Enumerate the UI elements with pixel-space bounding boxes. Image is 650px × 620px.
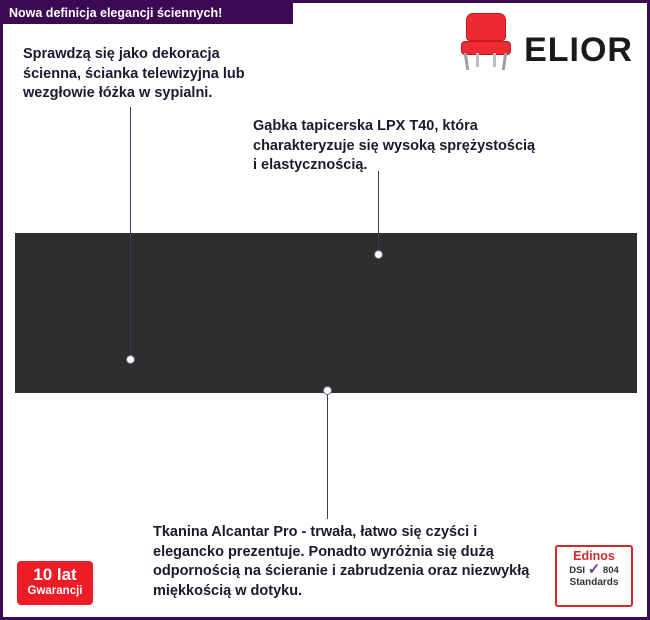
callout-dot-2	[374, 250, 383, 259]
certificate-title: Edinos	[573, 549, 615, 563]
callout-dot-3	[323, 386, 332, 395]
leader-line-1	[130, 107, 131, 359]
warranty-label: Gwarancji	[27, 585, 83, 597]
header-title-bar: Nowa definicja elegancji ściennych!	[3, 3, 293, 24]
callout-text-foam: Gąbka tapicerska LPX T40, która charakteryzuje się wysoką sprężystością i elastycznością.	[253, 118, 536, 174]
leader-line-2	[378, 171, 379, 254]
chair-icon	[456, 13, 516, 71]
certificate-code: DSI	[569, 565, 586, 576]
brand-name: ELIOR	[524, 31, 633, 69]
certificate-standards: Standards	[569, 577, 619, 588]
callout-dot-1	[126, 355, 135, 364]
check-mark-icon: ✓	[587, 561, 601, 578]
certificate-badge	[555, 545, 633, 607]
leader-line-3	[327, 391, 328, 519]
callout-text-fabric: Tkanina Alcantar Pro - trwała, łatwo się czyści i elegancko prezentuje. Ponadto wyróżnia się dużą odpornością na ścieranie i zabrudzenia oraz niezwykłą miękkością w dotyku.	[153, 524, 530, 599]
warranty-years: 10 lat	[33, 565, 77, 584]
brand-logo	[456, 13, 633, 71]
warranty-badge	[17, 561, 93, 605]
product-panel-image	[15, 233, 637, 393]
certificate-number: 804	[602, 565, 619, 576]
callout-text-wall-decoration: Sprawdzą się jako dekoracja ścienna, ścianka telewizyjna lub wezgłowie łóżka w sypialni.	[23, 46, 245, 102]
certificate-code-row	[557, 561, 631, 578]
